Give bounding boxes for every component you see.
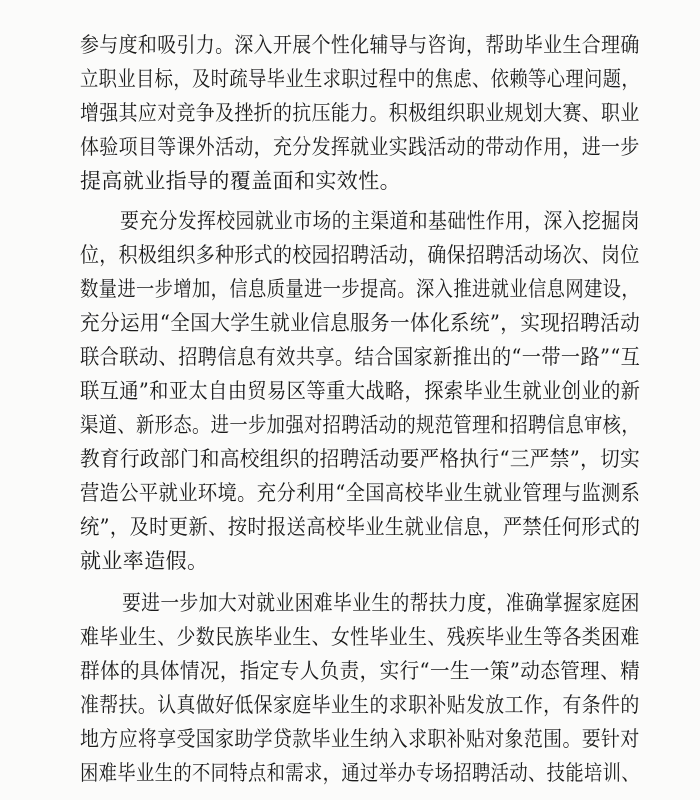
text-line: 统”，及时更新、按时报送高校毕业生就业信息，严禁任何形式的	[80, 515, 641, 539]
text-line: 充分运用“全国大学生就业信息服务一体化系统”，实现招聘活动	[80, 311, 641, 335]
text-line: 联合联动、招聘信息有效共享。结合国家新推出的“一带一路”“互	[80, 345, 641, 369]
text-line: 提高就业指导的覆盖面和实效性。	[80, 169, 401, 193]
text-line: 要进一步加大对就业困难毕业生的帮扶力度，准确掌握家庭困	[122, 591, 640, 615]
text-line: 立职业目标，及时疏导毕业生求职过程中的焦虑、依赖等心理问题，	[80, 67, 640, 91]
text-line: 地方应将享受国家助学贷款毕业生纳入求职补贴对象范围。要针对	[80, 727, 640, 751]
text-line: 就业率造假。	[80, 549, 209, 573]
text-line: 难毕业生、少数民族毕业生、女性毕业生、残疾毕业生等各类困难	[80, 625, 640, 649]
text-line: 联互通”和亚太自由贸易区等重大战略，探索毕业生就业创业的新	[80, 379, 641, 403]
text-line: 数量进一步增加，信息质量进一步提高。深入推进就业信息网建设，	[80, 277, 640, 301]
text-line: 准帮扶。认真做好低保家庭毕业生的求职补贴发放工作，有条件的	[80, 693, 640, 717]
text-line: 教育行政部门和高校组织的招聘活动要严格执行“三严禁”，切实	[80, 447, 641, 471]
text-line: 位，积极组织多种形式的校园招聘活动，确保招聘活动场次、岗位	[80, 243, 640, 267]
text-line: 群体的具体情况，指定专人负责，实行“一生一策”动态管理、精	[80, 659, 641, 683]
text-line: 参与度和吸引力。深入开展个性化辅导与咨询，帮助毕业生合理确	[80, 33, 640, 57]
text-line: 渠道、新形态。进一步加强对招聘活动的规范管理和招聘信息审核，	[80, 413, 640, 437]
text-line: 要充分发挥校园就业市场的主渠道和基础性作用，深入挖掘岗	[120, 209, 640, 233]
text-line: 营造公平就业环境。充分利用“全国高校毕业生就业管理与监测系	[80, 481, 641, 505]
text-line: 增强其应对竞争及挫折的抗压能力。积极组织职业规划大赛、职业	[80, 101, 640, 125]
text-line: 体验项目等课外活动，充分发挥就业实践活动的带动作用，进一步	[80, 135, 640, 159]
text-line: 困难毕业生的不同特点和需求，通过举办专场招聘活动、技能培训、	[80, 761, 640, 785]
